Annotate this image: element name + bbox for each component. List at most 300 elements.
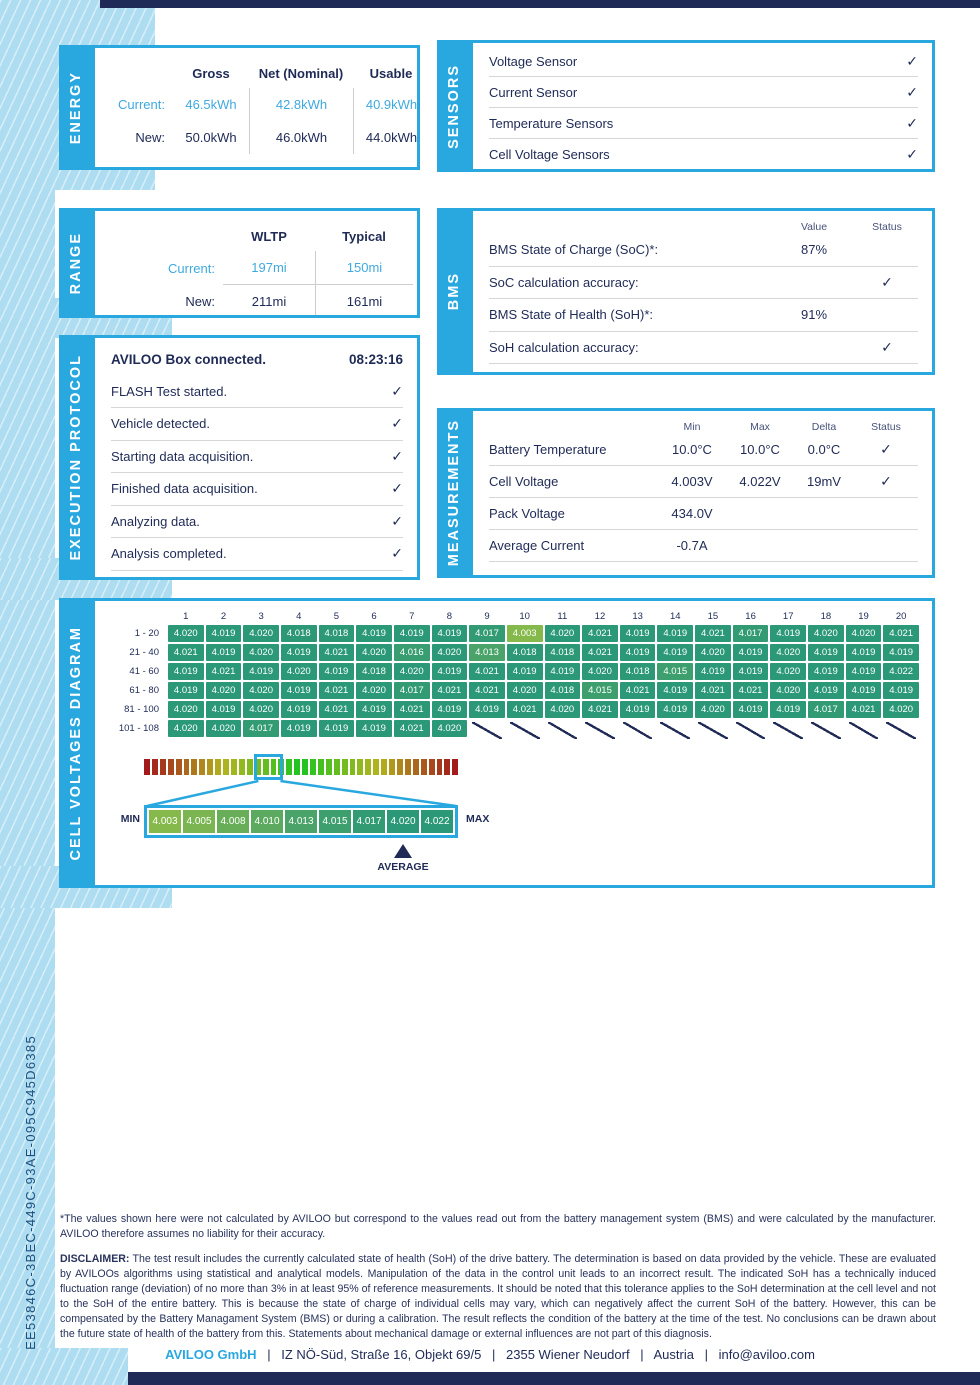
cv-cell: 4.019 — [883, 682, 919, 699]
execution-box — [92, 335, 420, 580]
cv-col-header: 14 — [669, 611, 681, 622]
cv-cell: 4.021 — [319, 682, 355, 699]
cv-cell: 4.019 — [620, 644, 656, 661]
measurement-label: Pack Voltage — [489, 506, 565, 521]
gradient-square — [334, 759, 340, 775]
sensors-rows — [473, 43, 932, 170]
execution-rows — [95, 338, 417, 571]
cell-voltage-table — [108, 609, 919, 741]
check-icon: ✓ — [880, 473, 892, 489]
cv-cell: 4.021 — [469, 663, 505, 680]
bms-box — [470, 208, 935, 375]
measurement-row — [489, 498, 918, 530]
cv-col-header: 1 — [183, 611, 189, 622]
gradient-highlight-box — [254, 754, 283, 780]
voltage-scale-visualization — [108, 751, 919, 881]
energy-value: 46.5kWh — [185, 97, 237, 112]
sensor-row — [489, 77, 918, 108]
energy-col-header: Gross — [192, 66, 230, 81]
execution-label: EXECUTION PROTOCOL — [67, 354, 84, 561]
cv-empty-cell — [886, 722, 916, 739]
execution-step-label: AVILOO Box connected. — [111, 351, 267, 367]
cv-cell: 4.021 — [394, 701, 430, 718]
gradient-square — [191, 759, 197, 775]
cv-cell: 4.020 — [356, 644, 392, 661]
average-label: AVERAGE — [377, 861, 429, 873]
cv-cell: 4.019 — [356, 701, 392, 718]
cv-cell: 4.021 — [469, 682, 505, 699]
energy-col-header: Usable — [369, 66, 413, 81]
gradient-square — [365, 759, 371, 775]
check-icon: ✓ — [906, 52, 918, 69]
cv-cell: 4.019 — [394, 625, 430, 642]
gradient-square — [397, 759, 403, 775]
scale-cell: 4.005 — [183, 810, 215, 833]
energy-value: 44.0kWh — [353, 121, 420, 154]
gradient-square — [231, 759, 237, 775]
cv-empty-cell — [585, 722, 615, 739]
execution-step-label: Analysis completed. — [111, 546, 227, 562]
cv-cell: 4.020 — [243, 625, 279, 642]
execution-step-label: Starting data acquisition. — [111, 448, 254, 464]
cell-voltages-box — [92, 598, 935, 888]
measurements-delta-header: Delta — [811, 421, 837, 433]
cell-voltages-label-bar — [59, 598, 92, 888]
execution-step-label: Finished data acquisition. — [111, 481, 258, 497]
cv-cell: 4.019 — [243, 663, 279, 680]
range-value: 197mi — [223, 251, 315, 285]
cv-cell: 4.019 — [432, 663, 468, 680]
cv-cell: 4.019 — [808, 663, 844, 680]
measurement-min: -0.7A — [676, 538, 708, 553]
cv-col-header: 2 — [220, 611, 227, 622]
cv-row-label: 61 - 80 — [129, 685, 159, 696]
measurements-min-header: Min — [683, 421, 701, 433]
cv-cell: 4.020 — [206, 720, 242, 737]
cv-col-header: 5 — [333, 611, 340, 622]
disclaimer-title: DISCLAIMER: — [60, 1253, 130, 1265]
footer-separator: | — [704, 1347, 708, 1362]
cv-col-header: 20 — [895, 611, 907, 622]
cv-col-header: 17 — [782, 611, 794, 622]
scale-cell: 4.013 — [285, 810, 317, 833]
cv-row-label: 1 - 20 — [134, 628, 159, 639]
execution-row — [111, 343, 403, 376]
gradient-square — [168, 759, 174, 775]
cv-cell: 4.019 — [733, 701, 769, 718]
gradient-square — [223, 759, 229, 775]
cv-row-label: 41 - 60 — [129, 666, 159, 677]
cv-cell: 4.020 — [168, 720, 204, 737]
scale-cell: 4.008 — [217, 810, 249, 833]
cv-empty-cell — [548, 722, 578, 739]
gradient-square — [389, 759, 395, 775]
cv-cell: 4.020 — [243, 644, 279, 661]
footer-separator: | — [491, 1347, 496, 1362]
cv-cell: 4.017 — [394, 682, 430, 699]
cv-empty-cell — [660, 722, 690, 739]
energy-box — [92, 45, 420, 170]
gradient-square — [452, 759, 458, 775]
bms-label-bar — [437, 208, 470, 375]
cv-cell: 4.019 — [469, 701, 505, 718]
sensor-row — [489, 108, 918, 139]
bms-value-header: Value — [800, 221, 828, 233]
cv-col-header: 18 — [820, 611, 832, 622]
cv-cell: 4.020 — [770, 644, 806, 661]
gradient-square — [326, 759, 332, 775]
scale-cell: 4.015 — [319, 810, 351, 833]
measurements-status-header: Status — [871, 421, 901, 433]
gradient-square — [437, 759, 443, 775]
cv-cell: 4.022 — [883, 663, 919, 680]
range-row-label: New: — [185, 294, 215, 309]
bottom-navy-bar — [128, 1372, 980, 1385]
check-icon: ✓ — [906, 83, 918, 100]
cv-cell: 4.020 — [432, 644, 468, 661]
gradient-square — [405, 759, 411, 775]
check-icon: ✓ — [881, 273, 893, 290]
cv-cell: 4.021 — [319, 644, 355, 661]
cv-cell: 4.021 — [507, 701, 543, 718]
cv-col-header: 16 — [745, 611, 756, 622]
gradient-square — [429, 759, 435, 775]
gradient-square — [294, 759, 300, 775]
gradient-square — [286, 759, 292, 775]
cv-cell: 4.019 — [168, 682, 204, 699]
cv-cell: 4.021 — [695, 625, 731, 642]
cv-cell: 4.021 — [394, 720, 430, 737]
cv-cell: 4.019 — [770, 701, 806, 718]
cv-cell: 4.019 — [545, 663, 581, 680]
cv-cell: 4.013 — [469, 644, 505, 661]
cv-cell: 4.021 — [582, 701, 618, 718]
execution-row — [111, 376, 403, 409]
cv-cell: 4.021 — [432, 682, 468, 699]
cv-col-header: 7 — [409, 611, 415, 622]
cv-cell: 4.020 — [243, 682, 279, 699]
disclaimer-paragraph — [60, 1252, 936, 1341]
gradient-square — [239, 759, 245, 775]
footer-country: Austria — [653, 1347, 694, 1362]
cv-cell: 4.019 — [695, 663, 731, 680]
bms-row-label: BMS State of Health (SoH)*: — [489, 307, 654, 323]
cv-cell: 4.020 — [432, 720, 468, 737]
gradient-square — [318, 759, 324, 775]
range-col-header: WLTP — [251, 229, 287, 244]
check-icon: ✓ — [391, 447, 403, 464]
gradient-square — [207, 759, 213, 775]
cv-cell: 4.020 — [507, 682, 543, 699]
cv-empty-cell — [736, 722, 766, 739]
section-sensors — [437, 40, 935, 172]
section-range — [59, 208, 420, 318]
sensor-label: Temperature Sensors — [489, 115, 614, 131]
cv-cell: 4.019 — [281, 701, 317, 718]
cv-cell: 4.019 — [846, 663, 882, 680]
sensor-label: Current Sensor — [489, 84, 578, 100]
cv-cell: 4.017 — [469, 625, 505, 642]
cv-cell: 4.021 — [168, 644, 204, 661]
bms-header-row — [473, 211, 932, 234]
cv-cell: 4.015 — [657, 663, 693, 680]
measurement-min: 10.0°C — [672, 442, 712, 457]
gradient-square — [176, 759, 182, 775]
cv-col-header: 3 — [258, 611, 264, 622]
cv-row-label: 101 - 108 — [118, 723, 159, 734]
bms-row-label: SoC calculation accuracy: — [489, 274, 639, 290]
cv-cell: 4.019 — [356, 625, 392, 642]
gradient-square — [160, 759, 166, 775]
cv-cell: 4.020 — [545, 625, 581, 642]
scale-cell: 4.017 — [353, 810, 385, 833]
bms-row — [489, 332, 918, 365]
cv-cell: 4.020 — [168, 701, 204, 718]
measurements-header-row — [473, 411, 932, 434]
gradient-square — [373, 759, 379, 775]
check-icon: ✓ — [906, 145, 918, 162]
cv-cell: 4.019 — [770, 625, 806, 642]
cv-cell: 4.017 — [808, 701, 844, 718]
cv-cell: 4.020 — [808, 625, 844, 642]
measurement-min: 434.0V — [671, 506, 713, 521]
cv-cell: 4.020 — [394, 663, 430, 680]
measurement-label: Battery Temperature — [489, 442, 607, 457]
footer-address: IZ NÖ-Süd, Straße 16, Objekt 69/5 — [281, 1347, 482, 1362]
check-icon: ✓ — [880, 441, 892, 457]
footer-city: 2355 Wiener Neudorf — [506, 1347, 630, 1362]
scale-cell: 4.010 — [251, 810, 283, 833]
cv-cell: 4.020 — [883, 701, 919, 718]
cv-cell: 4.019 — [733, 644, 769, 661]
top-navy-bar — [100, 0, 980, 8]
gradient-square — [342, 759, 348, 775]
cv-cell: 4.019 — [808, 682, 844, 699]
range-label: RANGE — [67, 231, 84, 295]
cv-cell: 4.017 — [733, 625, 769, 642]
footer-email: info@aviloo.com — [718, 1347, 815, 1362]
scale-cell: 4.003 — [149, 810, 181, 833]
cv-cell: 4.019 — [657, 682, 693, 699]
cv-empty-cell — [472, 722, 502, 739]
scale-cell: 4.020 — [387, 810, 419, 833]
sensor-row — [489, 46, 918, 77]
cv-cell: 4.018 — [319, 625, 355, 642]
max-label: MAX — [466, 813, 490, 825]
cv-cell: 4.019 — [281, 682, 317, 699]
cv-cell: 4.019 — [620, 625, 656, 642]
gradient-square — [444, 759, 450, 775]
execution-step-label: FLASH Test started. — [111, 383, 228, 399]
cv-cell: 4.019 — [206, 625, 242, 642]
cv-col-header: 19 — [858, 611, 869, 622]
range-value: 211mi — [251, 294, 287, 309]
cv-cell: 4.019 — [319, 720, 355, 737]
cv-col-header: 12 — [594, 611, 606, 622]
footer-address-line — [0, 1347, 980, 1362]
cv-cell: 4.019 — [657, 701, 693, 718]
bms-row-value: 87% — [800, 242, 828, 258]
energy-table — [95, 48, 417, 154]
cv-cell: 4.019 — [432, 625, 468, 642]
check-icon: ✓ — [391, 545, 403, 562]
range-value: 161mi — [315, 285, 413, 318]
cv-cell: 4.021 — [319, 701, 355, 718]
section-execution-protocol — [59, 335, 420, 580]
cv-cell: 4.021 — [582, 625, 618, 642]
vertical-report-id — [15, 1035, 45, 1370]
cv-cell: 4.018 — [356, 663, 392, 680]
cv-col-header: 4 — [296, 611, 302, 622]
gradient-square — [421, 759, 427, 775]
voltage-gradient-bar — [144, 759, 458, 775]
measurement-min: 4.003V — [671, 474, 713, 489]
bms-rows — [473, 234, 932, 364]
cv-cell: 4.020 — [770, 682, 806, 699]
cv-cell: 4.019 — [168, 663, 204, 680]
execution-row — [111, 408, 403, 441]
cv-col-header: 10 — [519, 611, 530, 622]
execution-label-bar — [59, 335, 92, 580]
cv-cell: 4.019 — [356, 720, 392, 737]
check-icon: ✓ — [881, 338, 893, 355]
cv-empty-cell — [623, 722, 653, 739]
cv-cell: 4.020 — [206, 682, 242, 699]
cv-cell: 4.020 — [243, 701, 279, 718]
bms-row-label: BMS State of Charge (SoC)*: — [489, 242, 659, 258]
cv-cell: 4.019 — [206, 644, 242, 661]
execution-row — [111, 506, 403, 539]
cv-cell: 4.019 — [620, 701, 656, 718]
range-table — [95, 211, 417, 318]
energy-label: ENERGY — [67, 70, 84, 145]
cv-cell: 4.021 — [883, 625, 919, 642]
disclaimer-text: The test result includes the currently calculated state of health (SoH) of the drive battery. The determination is based on data provided by the vehicle. These are evaluated by AVILOOs algorithms using statistical and analytical models. Manipulation of the data in the control unit leads to an incorrect result. The indicated SoH has a technically induced fluctuation range (deviation) of no more than 3% in at least 95% of reference measurements. It should be noted that this tolerance applies to the SoH determination at the cell level and not to the SoH of the entire battery. This is because the state of charge of individual cells may vary, which can negatively affect the current SoH of the battery. However, this can be compensated by the Battery Managament System (BMS) or during a calibration. The result reflects the condition of the battery at the time of the test. No conclusions can be drawn about the future state of health of the battery from this. Statements about mechanical damage or external influences are not part of this diagnosis. — [60, 1253, 936, 1340]
cv-empty-cell — [811, 722, 841, 739]
gradient-square — [184, 759, 190, 775]
cv-cell: 4.019 — [846, 682, 882, 699]
check-icon: ✓ — [391, 415, 403, 432]
cv-cell: 4.017 — [243, 720, 279, 737]
measurements-max-header: Max — [750, 421, 770, 433]
bms-row — [489, 234, 918, 267]
cv-col-header: 13 — [632, 611, 643, 622]
execution-row — [111, 473, 403, 506]
cv-col-header: 6 — [371, 611, 377, 622]
section-measurements — [437, 408, 935, 578]
cv-empty-cell — [698, 722, 728, 739]
gradient-square — [215, 759, 221, 775]
cv-cell: 4.018 — [545, 682, 581, 699]
measurement-label: Average Current — [489, 538, 585, 553]
range-row-label: Current: — [168, 260, 215, 276]
cv-cell: 4.020 — [281, 663, 317, 680]
execution-step-label: Analyzing data. — [111, 513, 200, 529]
cv-cell: 4.020 — [695, 701, 731, 718]
measurement-delta: 0.0°C — [807, 442, 841, 457]
cv-empty-cell — [849, 722, 879, 739]
average-marker-icon — [394, 844, 412, 858]
cv-cell: 4.020 — [770, 663, 806, 680]
cv-col-header: 15 — [707, 611, 719, 622]
cv-cell: 4.016 — [394, 644, 430, 661]
cv-col-header: 8 — [446, 611, 453, 622]
cv-cell: 4.019 — [507, 663, 543, 680]
cv-cell: 4.021 — [695, 682, 731, 699]
measurements-label: MEASUREMENTS — [445, 419, 462, 567]
cv-col-header: 11 — [557, 611, 568, 622]
cv-cell: 4.019 — [846, 644, 882, 661]
cv-cell: 4.019 — [657, 644, 693, 661]
cv-cell: 4.020 — [168, 625, 204, 642]
energy-row-label: New: — [135, 130, 165, 145]
cv-cell: 4.019 — [432, 701, 468, 718]
bms-row — [489, 267, 918, 300]
measurements-label-bar — [437, 408, 470, 578]
sensors-label-bar — [437, 40, 470, 172]
cv-cell: 4.020 — [545, 701, 581, 718]
footnote-text: *The values shown here were not calculated by AVILOO but correspond to the values read out from the battery management system (BMS) and were calculated by the manufacturer. AVILOO therefore assumes no liability for their accuracy. — [60, 1213, 936, 1240]
cv-row-label: 21 - 40 — [129, 647, 159, 658]
cv-cell: 4.020 — [695, 644, 731, 661]
gradient-square — [302, 759, 308, 775]
measurement-delta: 19mV — [807, 474, 841, 489]
cv-cell: 4.018 — [620, 663, 656, 680]
section-energy — [59, 45, 420, 170]
execution-time: 08:23:16 — [348, 351, 403, 367]
cv-cell: 4.020 — [356, 682, 392, 699]
range-col-header: Typical — [342, 229, 386, 244]
sensor-label: Cell Voltage Sensors — [489, 146, 610, 162]
cv-cell: 4.019 — [281, 644, 317, 661]
footer-separator: | — [267, 1347, 271, 1362]
bms-status-header: Status — [872, 221, 902, 233]
cv-cell: 4.019 — [733, 663, 769, 680]
cv-cell: 4.003 — [507, 625, 543, 642]
min-label: MIN — [120, 813, 140, 825]
cv-cell: 4.019 — [883, 644, 919, 661]
cv-cell: 4.021 — [846, 701, 882, 718]
bms-row — [489, 299, 918, 332]
range-value: 150mi — [315, 251, 413, 285]
energy-value: 46.0kWh — [249, 121, 353, 154]
sensor-label: Voltage Sensor — [489, 53, 578, 69]
measurement-row — [489, 466, 918, 498]
cv-cell: 4.021 — [206, 663, 242, 680]
gradient-square — [381, 759, 387, 775]
range-box — [92, 208, 420, 318]
execution-step-label: Vehicle detected. — [111, 416, 211, 432]
cv-cell: 4.021 — [582, 644, 618, 661]
scale-cell: 4.022 — [421, 810, 453, 833]
check-icon: ✓ — [906, 114, 918, 131]
cv-empty-cell — [773, 722, 803, 739]
gradient-square — [144, 759, 150, 775]
measurement-label: Cell Voltage — [489, 474, 559, 489]
section-bms — [437, 208, 935, 375]
check-icon: ✓ — [391, 512, 403, 529]
cv-cell: 4.019 — [281, 720, 317, 737]
execution-row — [111, 441, 403, 474]
cv-cell: 4.015 — [582, 682, 618, 699]
cell-voltages-label: CELL VOLTAGES DIAGRAM — [67, 625, 84, 861]
cv-cell: 4.020 — [582, 663, 618, 680]
cv-cell: 4.020 — [846, 625, 882, 642]
measurement-row — [489, 530, 918, 562]
section-cell-voltages — [59, 598, 935, 888]
energy-label-bar — [59, 45, 92, 170]
footer-company: AVILOO GmbH — [165, 1347, 257, 1362]
